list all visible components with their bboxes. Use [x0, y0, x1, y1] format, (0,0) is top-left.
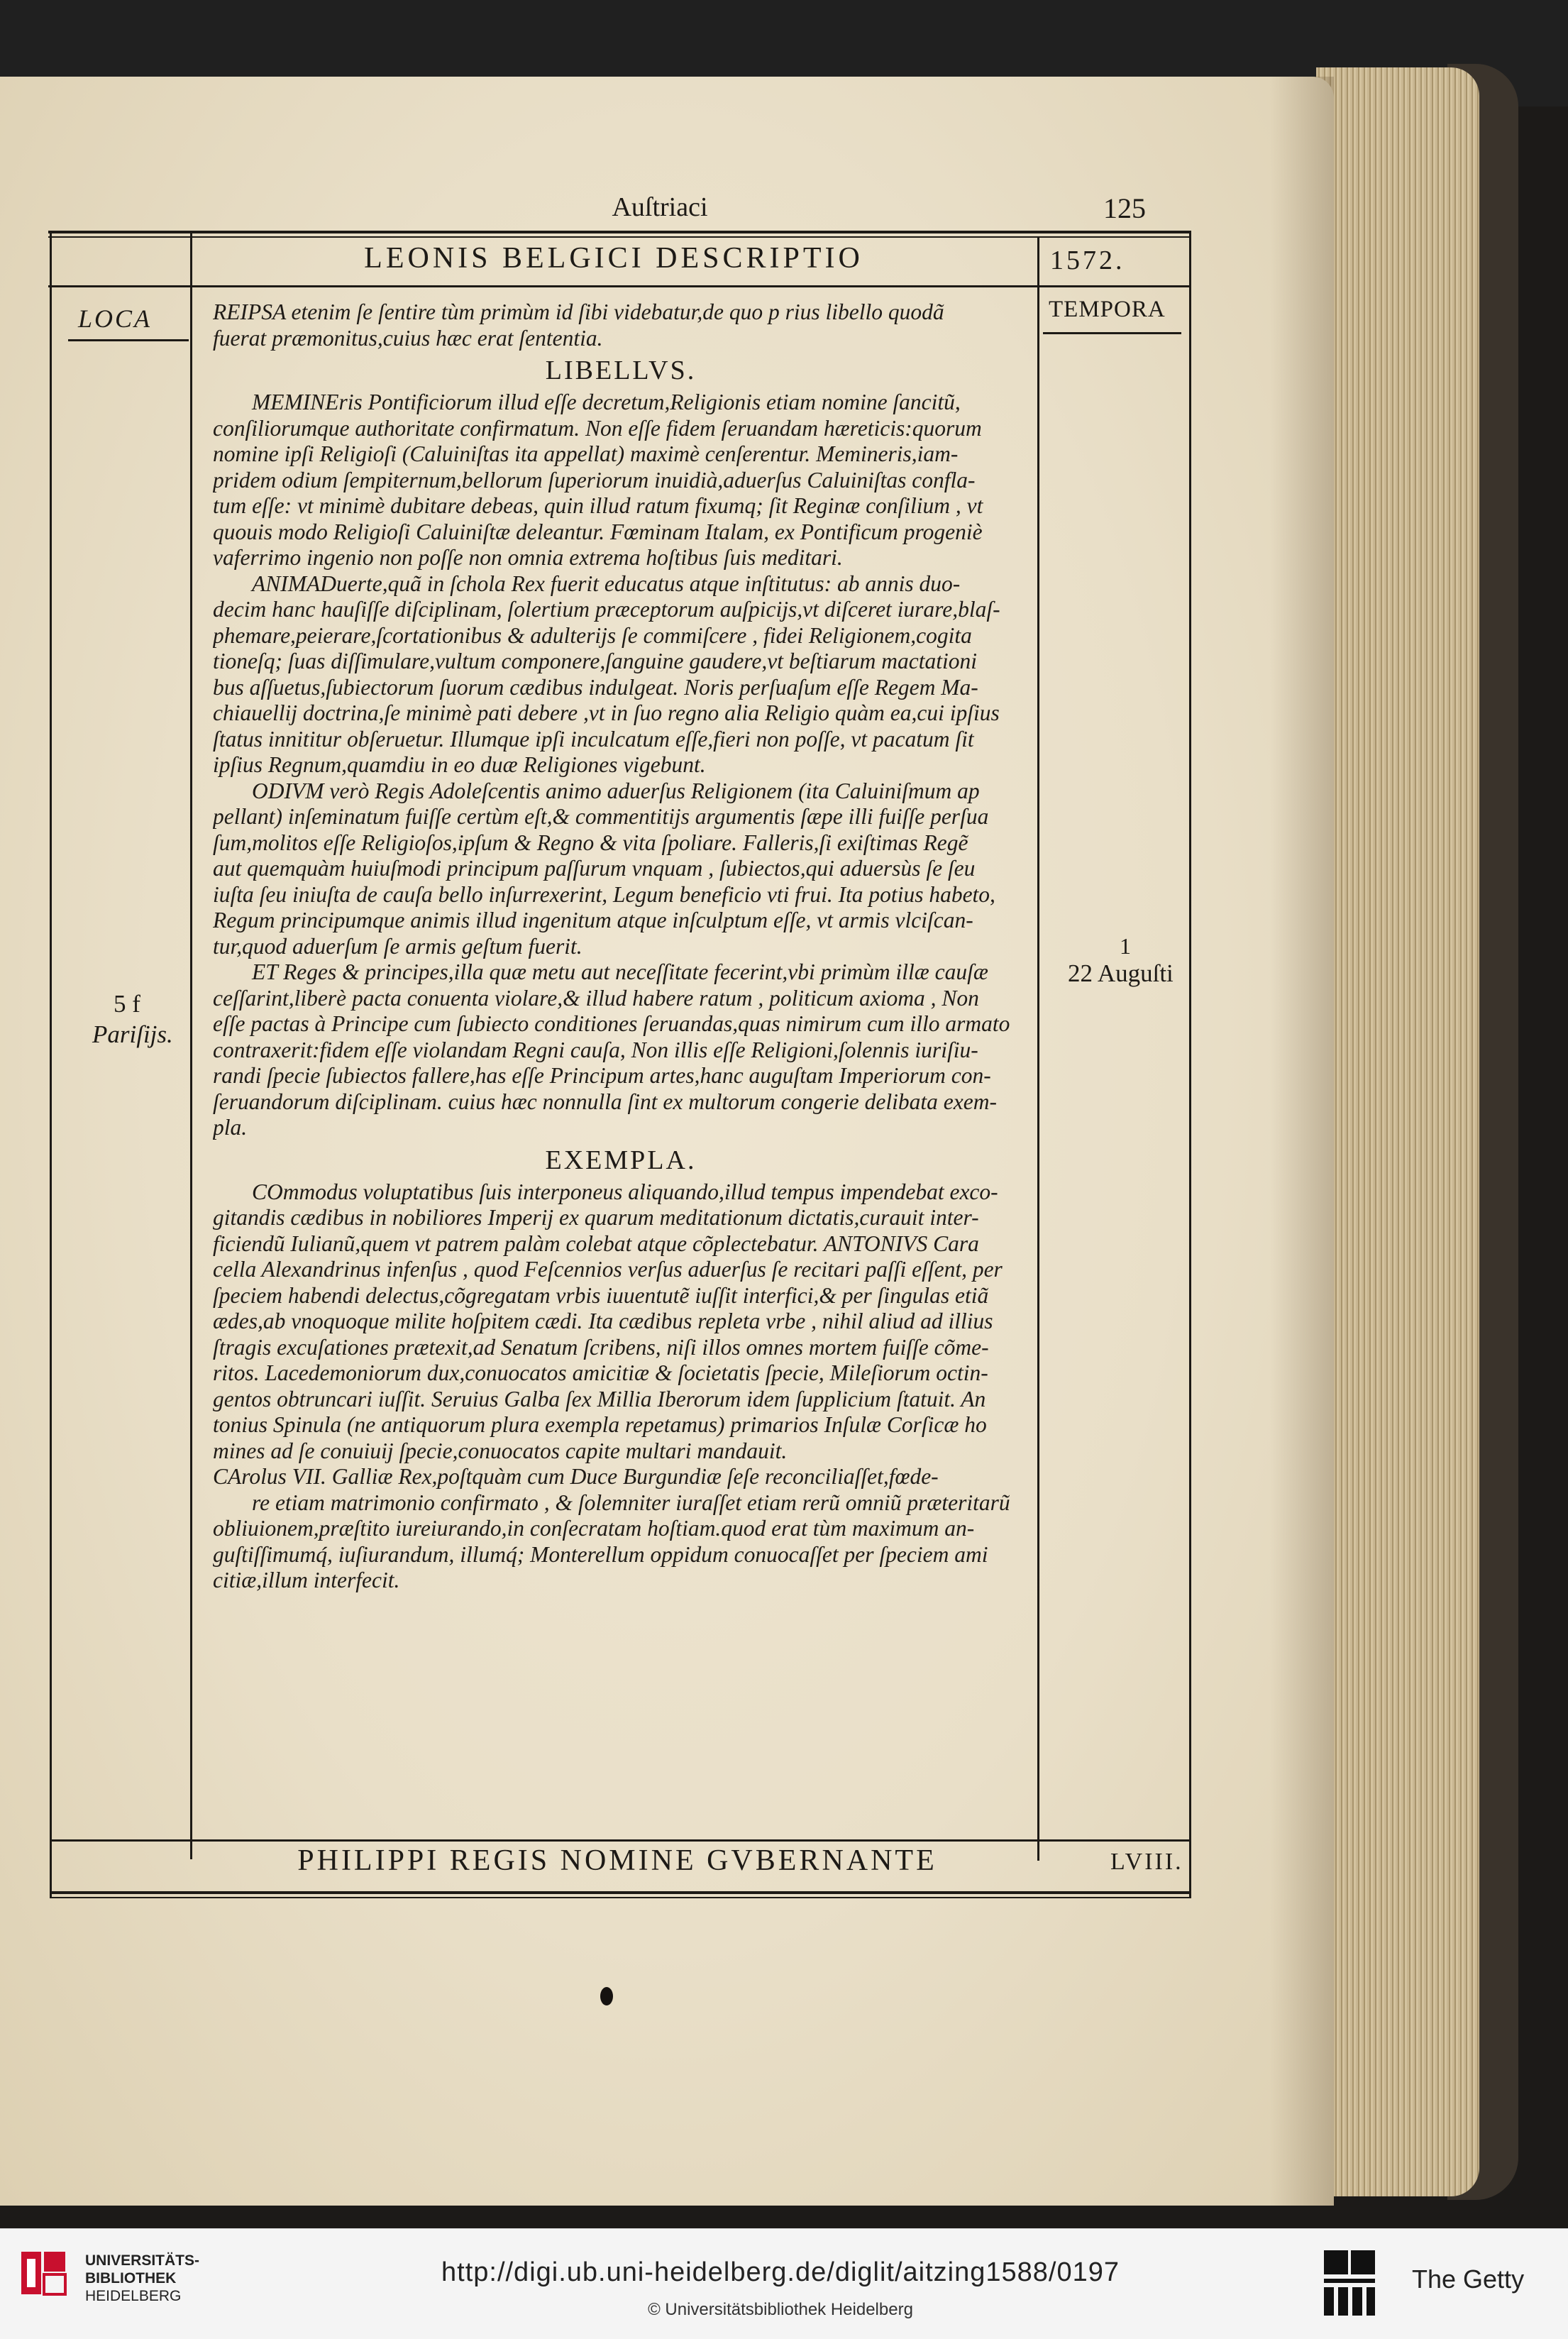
text-line: ſum,molitos eſſe Religioſos,ipſum & Regno & vita ſpoliare. Falleris,ſi exiſtimas Regẽ: [213, 830, 968, 855]
tempora-column-label: TEMPORA: [1049, 297, 1166, 322]
text-line: eſſe pactas à Principe cum ſubiecto conditiones ſeruandas,quas nimirum cum illo armato: [213, 1011, 1010, 1036]
text-line: iuſta ſeu iniuſta de cauſa bello inſurrexerint, Legum beneficio vti frui. Ita potius habeto,: [213, 881, 995, 907]
text-line: guſtiſſimumq́, iuſiurandum, illumq́; Monterellum oppidum conuocaſſet per ſpeciem ami: [213, 1541, 988, 1567]
text-line: ſtatus innititur obſeruetur. Illumque ipſi inculcatum eſſe,fieri non poſſe, vt pacatum ſit: [213, 726, 974, 752]
library-name-line-2: BIBLIOTHEK: [85, 2270, 177, 2286]
text-line: decim hanc hauſiſſe diſciplinam, ſolertium præceptorum auſpicijs,vt diſceret iurare,blaſ-: [213, 597, 1000, 622]
text-line: tur,quod aduerſum ſe armis geſtum fuerit.: [213, 933, 583, 959]
library-name-line-3: HEIDELBERG: [85, 2288, 182, 2304]
text-line: fuerat præmonitus,cuius hæc erat ſententia.: [213, 325, 603, 351]
text-line: ſeruandorum diſciplinam. cuius hæc nonnulla ſint ex multorum congerie delibata exem-: [213, 1089, 997, 1114]
text-line: COmmodus voluptatibus ſuis interponeus aliquando,illud tempus impendebat exco-: [252, 1179, 998, 1204]
section-title: LEONIS BELGICI DESCRIPTIO: [364, 242, 863, 275]
book-page-edges: [1316, 67, 1479, 2196]
rule-top-double-2: [48, 236, 1191, 238]
text-line: nomine ipſi Religioſi (Caluiniſtas ita appellat) maximè cenſerentur. Memineris,iam-: [213, 441, 959, 466]
rule-tempora-underline: [1043, 332, 1181, 334]
year-label: 1572.: [1050, 246, 1125, 275]
text-line: phemare,peierare,ſcortationibus & adulterijs ſe commiſcere , fidei Religionem,cogita: [213, 622, 972, 648]
page-gutter-shadow: [1270, 77, 1334, 2206]
text-line: ipſius Regnum,quamdiu in eo duæ Religiones vigebunt.: [213, 752, 706, 777]
main-text-column: [213, 299, 1029, 1619]
margin-note-loca-number: 5 f: [114, 990, 140, 1018]
text-line: ET Reges & principes,illa quæ metu aut neceſſitate fecerint,vbi primùm illæ cauſæ: [252, 959, 988, 984]
permalink-url[interactable]: http://digi.ub.uni-heidelberg.de/diglit/aitzing1588/0197: [441, 2257, 1120, 2287]
library-name-line-1: UNIVERSITÄTS-: [85, 2252, 200, 2269]
rule-right-inner: [1037, 238, 1039, 1861]
text-line: citiæ,illum interfecit.: [213, 1568, 400, 1592]
text-line: tum eſſe: vt minimè dubitare debeas, quin illud ratum fixumq; ſit Reginæ conſilium , vt: [213, 493, 983, 518]
text-line: chiauellij doctrina,ſe minimè pati debere ,vt in ſuo regno alia Religio quàm ea,cui ipſius: [213, 700, 1000, 725]
text-line: obliuionem,præſtito iureiurando,in conſecratam hoſtiam.quod erat tùm maximum an-: [213, 1516, 975, 1541]
partner-name[interactable]: The Getty: [1412, 2264, 1525, 2294]
text-line: ANIMADuerte,quã in ſchola Rex fuerit educatus atque inſtitutus: ab annis duo-: [252, 571, 961, 596]
footer-running-line: PHILIPPI REGIS NOMINE GVBERNANTE: [297, 1844, 937, 1877]
text-line: CArolus VII. Galliæ Rex,poſtquàm cum Duce Burgundiæ ſeſe reconciliaſſet,fœde-: [213, 1464, 939, 1489]
rule-left-outer: [50, 231, 52, 1898]
text-line: ceſſarint,liberè pacta conuenta violare,& illud habere ratum , politicum axioma , Non: [213, 985, 979, 1011]
text-line: [213, 1594, 1029, 1620]
margin-note-loca-place: Pariſijs.: [92, 1020, 173, 1048]
text-line: ficiendũ Iulianũ,quem vt patrem palàm colebat atque cõplectebatur. ANTONIVS Cara: [213, 1231, 979, 1256]
text-line: vaferrimo ingenio non poſſe non omnia extrema hoſtibus ſuis meditari.: [213, 545, 843, 570]
library-banner: [0, 2228, 1568, 2339]
getty-logo-icon[interactable]: [1321, 2247, 1378, 2318]
text-line: cella Alexandrinus infenſus , quod Feſcennios verſus aduerſus ſe recitari paſſi eſſent, per: [213, 1257, 1003, 1282]
libellus-heading: LIBELLVS.: [545, 356, 697, 385]
rule-top-double-1: [48, 231, 1191, 233]
signature-mark: LVIII.: [1110, 1849, 1183, 1875]
text-line: Regum principumque animis illud ingenitum atque inſculptum eſſe, vt armis vlciſcan-: [213, 908, 973, 932]
university-library-logo-icon[interactable]: [16, 2245, 72, 2301]
margin-note-date: 22 Auguſti: [1068, 959, 1174, 987]
text-line: conſiliorumque authoritate confirmatum. Non eſſe fidem ſeruandam hæreticis:quorum: [213, 415, 982, 441]
text-line: ſpeciem habendi delectus,cõgregatam vrbis iuuentutẽ iuſſit interfici,& per ſingulas etiã: [213, 1282, 989, 1308]
text-line: ſtragis excuſationes prætexit,ad Senatum ſcribens, niſi illos omnes mortem fuiſſe cõme-: [213, 1334, 989, 1360]
ink-blot: [600, 1987, 613, 2005]
text-line: pellant) inſeminatum fuiſſe certùm eſt,& commentitijs argumentis ſæpe illi fuiſſe perſua: [213, 804, 989, 829]
text-line: gitandis cædibus in nobiliores Imperij ex quarum meditationum dictatis,curauit inter-: [213, 1205, 979, 1230]
text-line: tioneſq; ſuas diſſimulare,vultum componere,ſanguine gaudere,vt beſtiarum mactationi: [213, 649, 977, 673]
rule-bottom-double-2: [50, 1897, 1191, 1898]
rule-left-inner: [190, 231, 192, 1859]
copyright-notice: © Universitätsbibliothek Heidelberg: [648, 2300, 913, 2319]
text-line: mines ad ſe conuiuij ſpecie,conuocatos capite multari mandauit.: [213, 1438, 788, 1463]
text-line: contraxerit:fidem eſſe violandam Regni cauſa, Non illis eſſe Religioni,ſolennis iuriſiu-: [213, 1037, 978, 1062]
text-line: REIPSA etenim ſe ſentire tùm primùm id ſibi videbatur,de quo p rius libello quodã: [213, 299, 944, 324]
running-head: Auſtriaci: [612, 192, 708, 222]
page-number: 125: [1103, 192, 1146, 224]
text-line: pridem odium ſempiternum,bellorum ſuperiorum inuidià,aduerſus Caluiniſtas confla-: [213, 467, 976, 492]
text-line: MEMINEris Pontificiorum illud eſſe decretum,Religionis etiam nomine ſancitũ,: [252, 390, 961, 414]
text-line: ODIVM verò Regis Adoleſcentis animo aduerſus Religionem (ita Caluiniſmum ap: [252, 778, 980, 803]
loca-column-label: LOCA: [78, 304, 153, 333]
text-line: gentos obtruncari iuſſit. Seruius Galba ſex Millia Iberorum idem ſupplicium ſtatuit. An: [213, 1386, 986, 1411]
text-line: randi ſpecie ſubiectos fallere,has eſſe Principum artes,hanc auguſtam Imperiorum con-: [213, 1063, 991, 1088]
rule-title-underline: [48, 285, 1191, 287]
rule-bottom-double-1: [50, 1891, 1191, 1894]
margin-note-date-number: 1: [1120, 933, 1131, 959]
text-line: ædes,ab vnoquoque milite hoſpitem cædi. Ita cædibus repleta vrbe , nihil aliud ad illius: [213, 1309, 993, 1333]
rule-loca-underline: [68, 339, 189, 341]
rule-bottom-footer-top: [50, 1839, 1191, 1842]
text-line: ritos. Lacedemoniorum dux,conuocatos amicitiæ & ſocietatis ſpecie, Mileſiorum octin-: [213, 1360, 988, 1385]
university-library-name[interactable]: [85, 2252, 199, 2305]
text-line: tonius Spinula (ne antiquorum plura exempla repetamus) primarios Inſulæ Corſicæ ho: [213, 1412, 987, 1437]
rule-right-outer: [1189, 231, 1191, 1898]
text-line: aut quemquàm huiuſmodi principum paſſurum vnquam , ſubiectos,qui aduersùs ſe ſeu: [213, 856, 976, 881]
text-line: quouis modo Religioſi Caluiniſtæ deleantur. Fœminam Italam, ex Pontificum progeniè: [213, 519, 983, 544]
text-line: bus aſſuetus,ſubiectorum ſuorum cædibus indulgeat. Noris perſuaſum eſſe Regem Ma-: [213, 674, 978, 700]
text-line: re etiam matrimonio confirmato , & ſolemniter iuraſſet etiam rerũ omniũ præteritarũ: [252, 1490, 1010, 1515]
exempla-heading: EXEMPLA.: [545, 1145, 697, 1175]
text-line: pla.: [213, 1115, 248, 1140]
